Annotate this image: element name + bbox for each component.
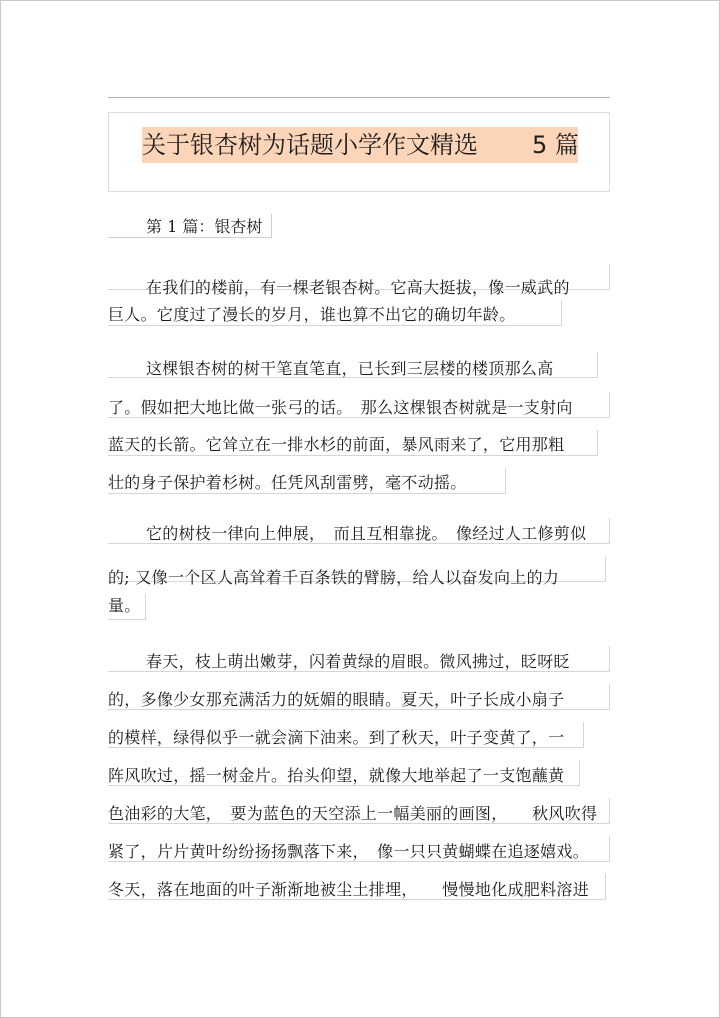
text-line: 蓝天的长箭。它耸立在一排水杉的前面，暴风雨来了，它用那粗	[108, 435, 565, 454]
text-line: 的，多像少女那充满活力的妩媚的眼睛。夏天，叶子长成小扇子	[108, 690, 565, 709]
text-line: 紧了，片片黄叶纷纷扬扬飘落下来， 像一只只黄蝴蝶在追逐嬉戏。	[108, 842, 590, 861]
title-count: 5 篇	[532, 131, 579, 159]
header-rule	[108, 97, 610, 98]
text-line: 的; 又像一个区人高耸着千百条铁的臂膀，给人以奋发向上的力	[108, 568, 560, 587]
document-title	[142, 127, 578, 163]
text-line: 它的树枝一律向上伸展， 而且互相靠拢。 像经过人工修剪似	[146, 524, 587, 543]
text-line: 壮的身子保护着杉树。任凭风刮雷劈，毫不动摇。	[108, 473, 467, 492]
text-line: 的模样，绿得似乎一就会滴下油来。到了秋天，叶子变黄了，一	[108, 728, 565, 747]
text-line: 冬天，落在地面的叶子渐渐地被尘土排埋， 慢慢地化成肥料溶进	[108, 880, 590, 899]
text-line: 量。	[108, 596, 141, 615]
section-heading: 第 1 篇：银杏树	[146, 217, 263, 236]
title-text: 关于银杏树为话题小学作文精选	[142, 131, 478, 159]
text-line: 阵风吹过，摇一树金片。抬头仰望，就像大地举起了一支饱蘸黄	[108, 766, 565, 785]
text-line: 了。假如把大地比做一张弓的话。 那么这棵银杏树就是一支射向	[108, 398, 573, 417]
text-line: 这棵银杏树的树干笔直笔直，已长到三层楼的楼顶那么高	[146, 359, 554, 378]
text-line: 在我们的楼前，有一棵老银杏树。它高大挺拔，像一威武的	[146, 278, 570, 297]
text-line: 春天，枝上萌出嫩芽，闪着黄绿的眉眼。微风拂过，眨呀眨	[146, 652, 570, 671]
text-line: 色油彩的大笔， 要为蓝色的天空添上一幅美丽的画图， 秋风吹得	[108, 804, 598, 823]
text-line: 巨人。它度过了漫长的岁月，谁也算不出它的确切年龄。	[108, 305, 516, 324]
